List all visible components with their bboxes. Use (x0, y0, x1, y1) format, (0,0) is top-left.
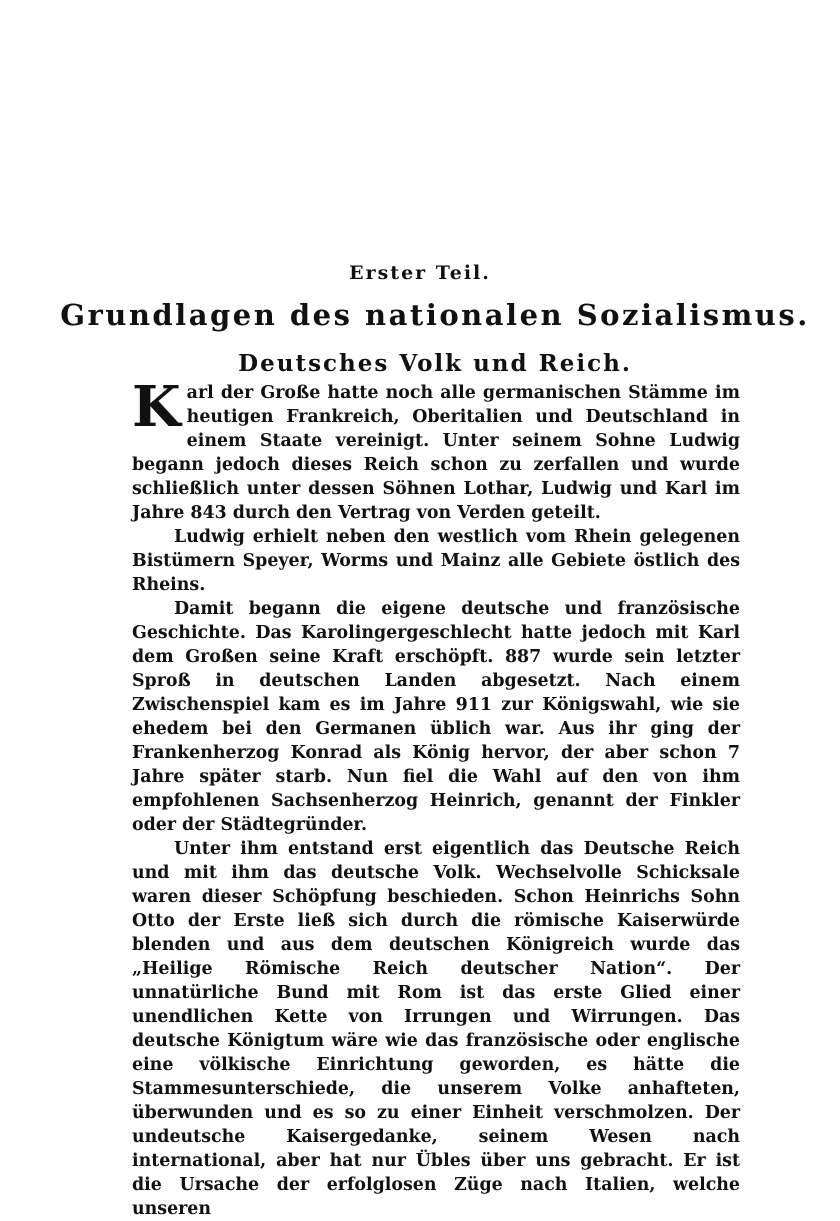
paragraph-4: Unter ihm entstand erst eigentlich das Deutsche Reich und mit ihm das deutsche Volk. Wechselvolle Schicksale waren dieser Schöpfung beschieden. Schon Heinrichs Sohn Otto der Erste ließ sich durch die römische Kaiserwürde blenden und aus dem deutschen Königreich wurde das „Heilige Römische Reich deutscher Nation“. Der unnatürliche Bund mit Rom ist das erste Glied einer unendlichen Kette von Irrungen und Wirrungen. Das deutsche Königtum wäre wie das französische oder englische eine völkische Einrichtung geworden, es hätte die Stammesunterschiede, die unserem Volke anhafteten, überwunden und es so zu einer Einheit verschmolzen. Der undeutsche Kaisergedanke, seinem Wesen nach international, aber hat nur Übles über uns gebracht. Er ist die Ursache der erfolglosen Züge nach Italien, welche unseren (132, 839, 740, 1219)
paragraph-1-text: arl der Große hatte noch alle germanischen Stämme im heutigen Frankreich, Oberitalien und Deutschland in einem Staate vereinigt. Unter seinem Sohne Ludwig begann jedoch dieses Reich schon zu zerfallen und wurde schließlich unter dessen Söhnen Lothar, Ludwig und Karl im Jahre 843 durch den Vertrag von Verden geteilt. (132, 383, 740, 523)
section-title: Deutsches Volk und Reich. (238, 350, 632, 377)
part-label: Erster Teil. (349, 262, 491, 284)
paragraph-1 (132, 374, 740, 525)
body-text (132, 374, 740, 1221)
paragraph-3: Damit begann die eigene deutsche und französische Geschichte. Das Karolingergeschlecht hatte jedoch mit Karl dem Großen seine Kraft erschöpft. 887 wurde sein letzter Sproß in deutschen Landen abgesetzt. Nach einem Zwischenspiel kam es im Jahre 911 zur Königswahl, wie sie ehedem bei den Germanen üblich war. Aus ihr ging der Frankenherzog Konrad als König hervor, der aber schon 7 Jahre später starb. Nun fiel die Wahl auf den von ihm empfohlenen Sachsenherzog Heinrich, genannt der Finkler oder der Städtegründer. (132, 599, 740, 835)
drop-cap: K (132, 374, 181, 440)
paragraph-2: Ludwig erhielt neben den westlich vom Rhein gelegenen Bistümern Speyer, Worms und Mainz alle Gebiete östlich des Rheins. (132, 527, 740, 595)
page-title: Grundlagen des nationalen Sozialismus. (60, 298, 810, 332)
